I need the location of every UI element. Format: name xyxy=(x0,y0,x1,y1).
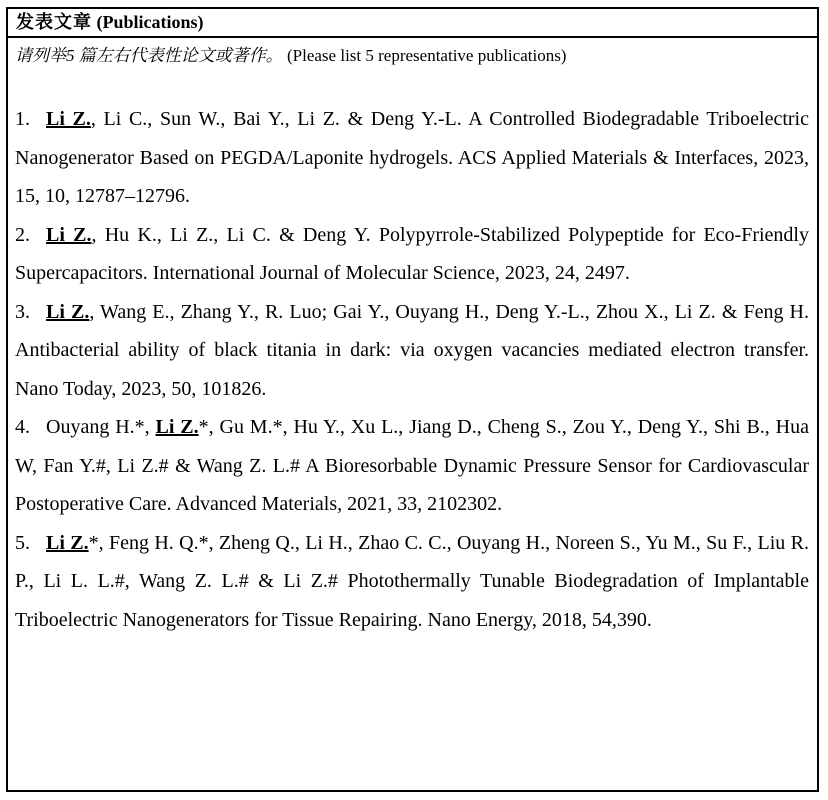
instruction-text xyxy=(15,43,809,68)
publication-text: *, Feng H. Q.*, Zheng Q., Li H., Zhao C. C., Ouyang H., Noreen S., Yu M., Su F., Liu R. P., Li L. L.#, Wang Z. L.# & Li Z.# Photothermally Tunable Biodegradation of Implantable Triboelectric Nanogenerators for Tissue Repairing. Nano Energy, 2018, 54,390. xyxy=(15,531,809,631)
publication-item xyxy=(15,100,809,216)
publication-text: *, Gu M.*, Hu Y., Xu L., Jiang D., Cheng S., Zou Y., Deng Y., Shi B., Hua W, Fan Y.#, Li Z.# & Wang Z. L.# A Bioresorbable Dynamic Pressure Sensor for Cardiovascular Postoperative Care. Advanced Materials, 2021, 33, 2102302. xyxy=(15,416,809,515)
highlighted-author: Li Z. xyxy=(46,108,91,130)
instruction-en: (Please list 5 representative publications) xyxy=(287,46,567,65)
publications-table xyxy=(6,7,819,792)
instruction-zh: 请列举5 篇左右代表性论文或著作。 xyxy=(15,46,283,65)
section-header xyxy=(8,9,817,38)
publication-number: 3. xyxy=(15,300,30,323)
publication-text: , Li C., Sun W., Bai Y., Li Z. & Deng Y.-L. A Controlled Biodegradable Triboelectric Nanogenerator Based on PEGDA/Laponite hydrogels. ACS Applied Materials & Interfaces, 2023, 15, 10, 12787–12796. xyxy=(15,108,809,207)
publication-number: 4. xyxy=(15,416,30,438)
publication-text: Ouyang H.*, xyxy=(46,416,156,438)
highlighted-author: Li Z. xyxy=(155,416,199,438)
publication-number: 2. xyxy=(15,223,30,246)
publication-item xyxy=(15,524,809,640)
section-title-en: (Publications) xyxy=(96,12,204,32)
publication-item xyxy=(15,408,809,524)
section-body xyxy=(8,38,817,639)
publication-text: , Hu K., Li Z., Li C. & Deng Y. Polypyrrole-Stabilized Polypeptide for Eco-Friendly Supercapacitors. International Journal of Molecular Science, 2023, 24, 2497. xyxy=(15,223,809,284)
highlighted-author: Li Z. xyxy=(46,531,89,554)
publication-text: , Wang E., Zhang Y., R. Luo; Gai Y., Ouyang H., Deng Y.-L., Zhou X., Li Z. & Feng H. Antibacterial ability of black titania in dark: via oxygen vacancies mediated electron transfer. Nano Today, 2023, 50, 101826. xyxy=(15,300,809,400)
publication-number: 1. xyxy=(15,108,30,130)
highlighted-author: Li Z. xyxy=(46,300,90,323)
publication-item xyxy=(15,293,809,409)
highlighted-author: Li Z. xyxy=(46,223,92,246)
publication-item xyxy=(15,216,809,293)
section-title-zh: 发表文章 xyxy=(16,12,92,32)
publications-list xyxy=(15,100,809,639)
publication-number: 5. xyxy=(15,531,30,554)
